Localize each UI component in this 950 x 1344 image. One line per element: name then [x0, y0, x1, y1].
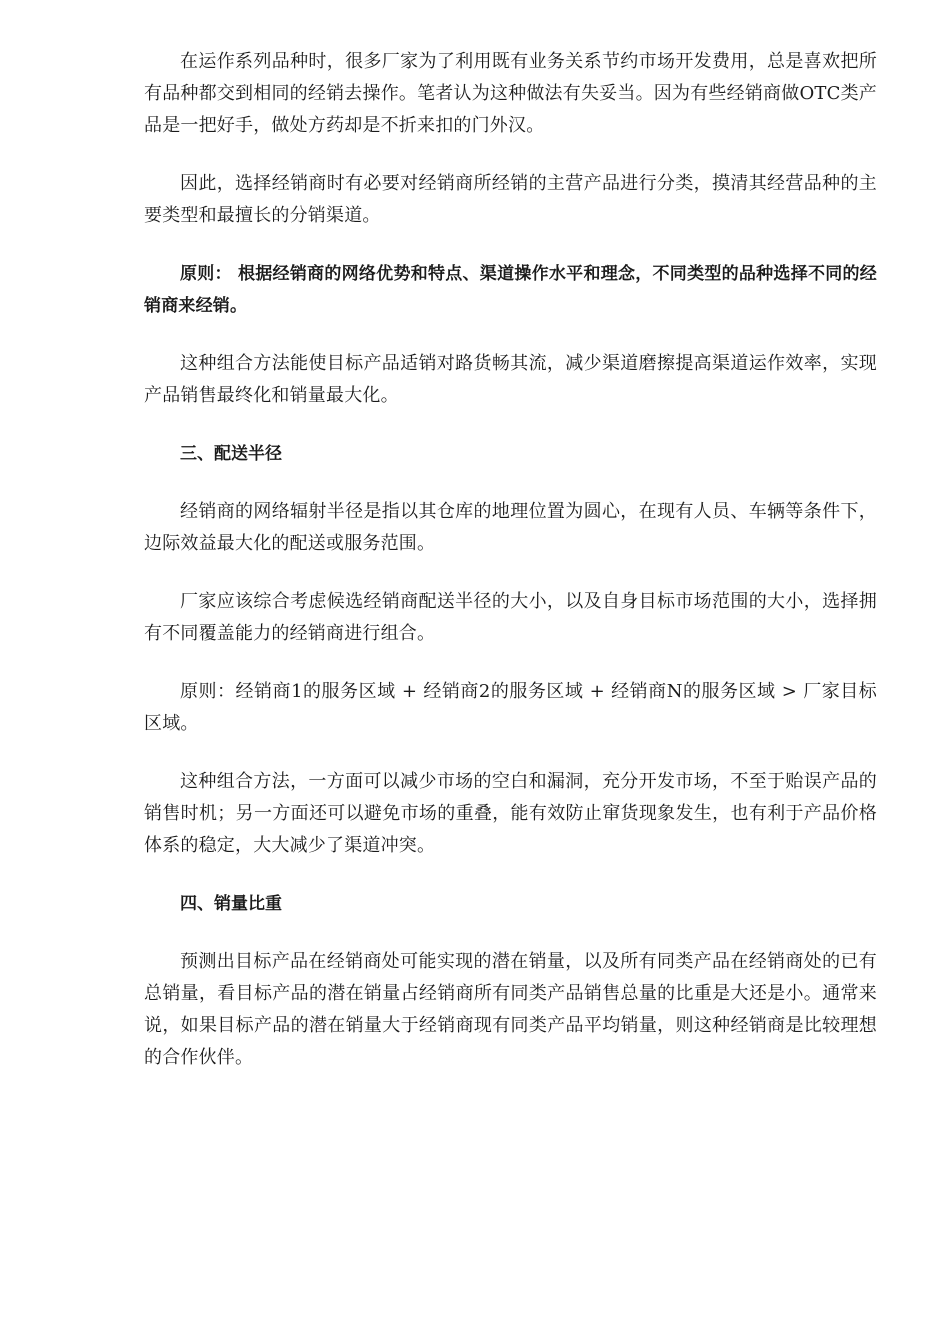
paragraph-combination-benefit: 这种组合方法能使目标产品适销对路货畅其流，减少渠道磨擦提高渠道运作效率，实现产品销售最终化和销量最大化。	[144, 353, 877, 406]
paragraph-area-combination: 这种组合方法，一方面可以减少市场的空白和漏洞，充分开发市场，不至于贻误产品的销售时机；另一方面还可以避免市场的重叠，能有效防止窜货现象发生，也有利于产品价格体系的稳定，大大减少了渠道冲突。	[144, 771, 877, 856]
paragraph-classify-distributors: 因此，选择经销商时有必要对经销商所经销的主营产品进行分类，摸清其经营品种的主要类型和最擅长的分销渠道。	[144, 173, 877, 226]
document-body	[144, 46, 877, 1074]
paragraph-series-products: 在运作系列品种时，很多厂家为了利用既有业务关系节约市场开发费用，总是喜欢把所有品种都交到相同的经销去操作。笔者认为这种做法有失妥当。因为有些经销商做OTC类产品是一把好手，做处方药却是不折来扣的门外汉。	[144, 51, 877, 136]
paragraph-sales-forecast: 预测出目标产品在经销商处可能实现的潜在销量，以及所有同类产品在经销商处的已有总销量，看目标产品的潜在销量占经销商所有同类产品销售总量的比重是大还是小。通常来说，如果目标产品的潜在销量大于经销商现有同类产品平均销量，则这种经销商是比较理想的合作伙伴。	[144, 951, 877, 1068]
paragraph-radius-definition: 经销商的网络辐射半径是指以其仓库的地理位置为圆心，在现有人员、车辆等条件下，边际效益最大化的配送或服务范围。	[144, 501, 877, 554]
section-heading-delivery-radius: 三、配送半径	[180, 444, 282, 464]
section-heading-sales-share: 四、销量比重	[180, 894, 282, 914]
principle-network-advantage: 原则： 根据经销商的网络优势和特点、渠道操作水平和理念，不同类型的品种选择不同的经销商来经销。	[144, 264, 877, 316]
paragraph-radius-consideration: 厂家应该综合考虑候选经销商配送半径的大小，以及自身目标市场范围的大小，选择拥有不同覆盖能力的经销商进行组合。	[144, 591, 877, 644]
principle-service-area: 原则：经销商1的服务区域 + 经销商2的服务区域 + 经销商N的服务区域 > 厂家目标区域。	[144, 681, 877, 734]
